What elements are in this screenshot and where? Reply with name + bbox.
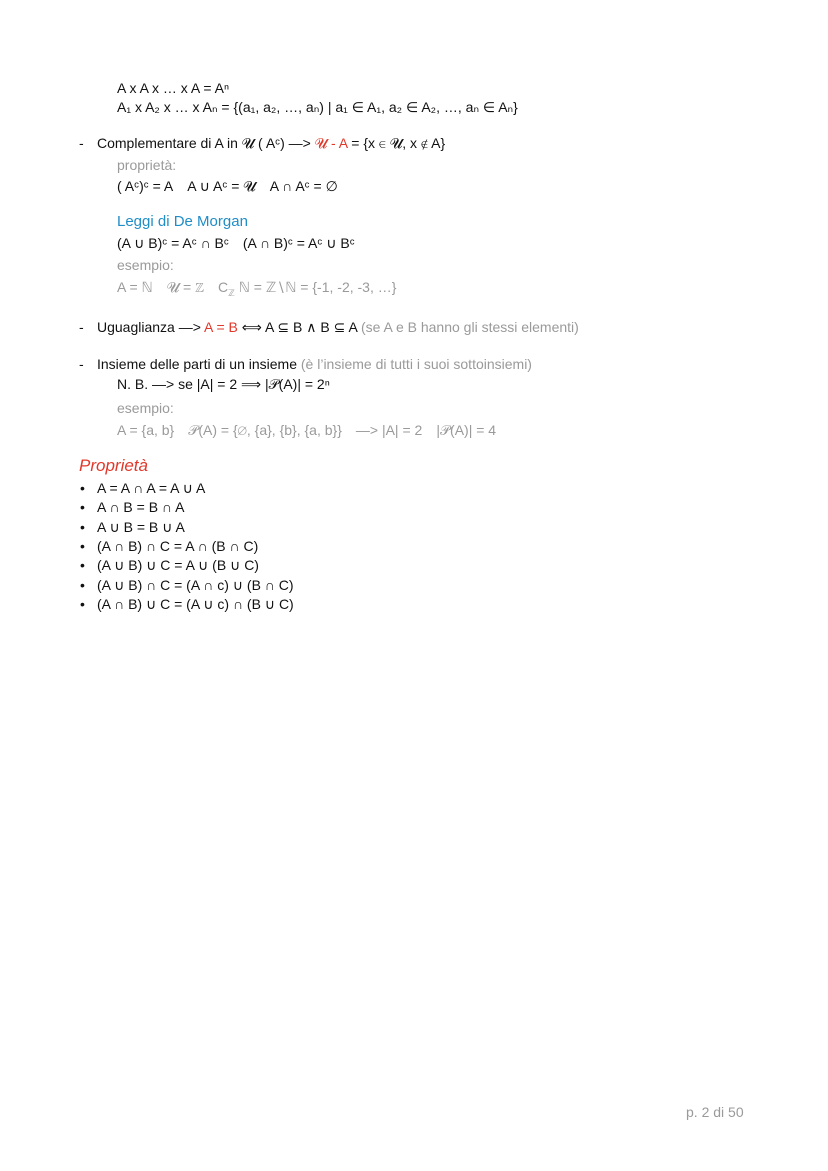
bullet-icon: • — [80, 577, 85, 593]
example-set-a: A = {a, b} — [117, 422, 175, 438]
list-item: (A ∩ B) ∩ C = A ∩ (B ∩ C) — [97, 538, 259, 554]
example-label: esempio: — [117, 257, 174, 273]
complement-highlight: 𝓤 - A — [314, 135, 348, 151]
cartesian-product-definition: A₁ x A₂ x … x Aₙ = {(a₁, a₂, …, aₙ) | a₁ ∈ A₁, a₂ ∈ A₂, …, aₙ ∈ Aₙ} — [117, 99, 518, 115]
complement-text: Complementare di A in 𝓤 ( Aᶜ) —> — [97, 135, 315, 151]
complement-property-2: A ∪ Aᶜ = 𝓤 — [187, 178, 256, 194]
list-item: A = A ∩ A = A ∪ A — [97, 480, 206, 496]
example-label: esempio: — [117, 400, 174, 416]
list-item: A ∪ B = B ∪ A — [97, 519, 185, 535]
list-item: (A ∪ B) ∩ C = (A ∩ c) ∪ (B ∩ C) — [97, 577, 294, 593]
equality-definition — [97, 318, 579, 336]
complement-set: = {x ∈ 𝓤, x ∉ A} — [347, 135, 446, 151]
example-universe-n: A = ℕ — [117, 279, 153, 295]
list-item: (A ∩ B) ∪ C = (A ∪ c) ∩ (B ∪ C) — [97, 596, 294, 612]
bullet-icon: • — [80, 480, 85, 496]
equality-note: (se A e B hanno gli stessi elementi) — [360, 319, 579, 335]
de-morgan-laws — [117, 234, 355, 252]
example-cardinality-power-set: |𝒫(A)| = 4 — [436, 422, 497, 438]
bullet-icon: • — [80, 519, 85, 535]
list-item: A ∩ B = B ∩ A — [97, 499, 185, 515]
bullet-icon: • — [80, 538, 85, 554]
complement-definition — [97, 134, 445, 152]
equality-highlight: A = B — [204, 319, 238, 335]
section-title-properties: Proprietà — [79, 456, 148, 475]
complement-example — [117, 278, 396, 302]
list-dash: - — [79, 356, 84, 372]
list-item: (A ∪ B) ∪ C = A ∪ (B ∪ C) — [97, 557, 259, 573]
power-set-text: Insieme delle parti di un insieme — [97, 356, 301, 372]
properties-label: proprietà: — [117, 157, 177, 173]
complement-property-1: ( Aᶜ)ᶜ = A — [117, 178, 174, 194]
example-complement-symbol: C — [217, 279, 229, 295]
bullet-icon: • — [80, 557, 85, 573]
example-universe-z: 𝓤 = ℤ — [166, 279, 204, 295]
example-complement-result: ℕ = ℤ∖ℕ = {-1, -2, -3, …} — [234, 279, 397, 295]
equality-text: Uguaglianza —> — [97, 319, 205, 335]
de-morgan-law-2: (A ∩ B)ᶜ = Aᶜ ∪ Bᶜ — [242, 235, 355, 251]
list-dash: - — [79, 135, 84, 151]
power-set-example — [117, 421, 496, 439]
de-morgan-law-1: (A ∪ B)ᶜ = Aᶜ ∩ Bᶜ — [117, 235, 229, 251]
de-morgan-title: Leggi di De Morgan — [117, 213, 248, 230]
list-dash: - — [79, 319, 84, 335]
page-number: p. 2 di 50 — [686, 1104, 744, 1120]
power-set-definition — [97, 355, 532, 373]
power-set-nb: N. B. —> se |A| = 2 ⟹ |𝒫(A)| = 2ⁿ — [117, 376, 330, 392]
complement-properties — [117, 177, 338, 195]
cartesian-power: A x A x … x A = Aⁿ — [117, 80, 230, 96]
example-power-set: 𝒫(A) = {∅, {a}, {b}, {a, b}} — [188, 422, 342, 438]
bullet-icon: • — [80, 499, 85, 515]
power-set-note: (è l’insieme di tutti i suoi sottoinsiemi) — [300, 356, 532, 372]
example-complement-subscript: ℤ — [228, 287, 235, 298]
bullet-icon: • — [80, 596, 85, 612]
complement-property-3: A ∩ Aᶜ = ∅ — [269, 178, 338, 194]
example-cardinality-a: —> |A| = 2 — [355, 422, 423, 438]
equality-condition: ⟺ A ⊆ B ∧ B ⊆ A — [237, 319, 361, 335]
